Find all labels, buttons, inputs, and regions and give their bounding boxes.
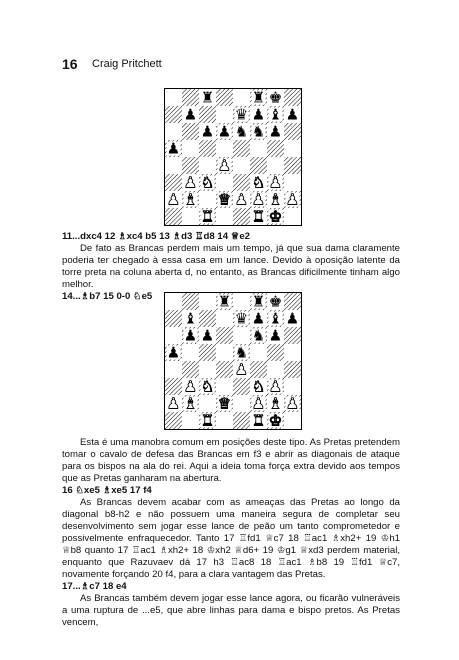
- chess-diagram-2: [164, 292, 302, 430]
- light-square: [233, 157, 250, 174]
- white-bishop-icon: ♝: [268, 190, 283, 209]
- dark-square: [165, 174, 182, 191]
- light-square: [199, 361, 216, 378]
- dark-square: [216, 361, 233, 378]
- black-pawn-icon: ♟: [183, 326, 198, 345]
- dark-square: [182, 123, 199, 140]
- white-pawn-icon: ♟: [183, 377, 198, 396]
- light-square: [250, 344, 267, 361]
- light-square: [216, 378, 233, 395]
- black-rook-icon: ♜: [217, 293, 232, 311]
- black-queen-icon: ♛: [234, 105, 249, 124]
- light-square: [216, 140, 233, 157]
- white-pawn-icon: ♟: [268, 377, 283, 396]
- black-rook-icon: ♜: [251, 293, 266, 311]
- dark-square: [267, 344, 284, 361]
- black-knight-icon: ♞: [234, 343, 249, 362]
- light-square: [284, 378, 301, 395]
- black-pawn-icon: ♟: [183, 105, 198, 124]
- page-header: [62, 56, 402, 72]
- white-pawn-icon: ♟: [234, 190, 249, 209]
- dark-square: [199, 106, 216, 123]
- dark-square: [182, 89, 199, 106]
- white-pawn-icon: ♟: [217, 156, 232, 175]
- black-king-icon: ♚: [268, 89, 283, 107]
- move-line: 16 ♘xe5 ♗xe5 17 f4: [62, 485, 152, 496]
- paragraph: As Brancas devem acabar com as ameaças das Pretas ao longo da diagonal b8-h2 e não possuem uma maneira segura de completar seu desenvolvimento sem jogar esse lance de peão um tanto comprometedor e possivelmente enfraquecedor. Tanto 17 ♖fd1 ♕c7 18 ♖ac1 ♗xh2+ 19 ♔h1 ♕b8 quanto 17 ♖ac1 ♗xh2+ 18 ♔xh2 ♕d6+ 19 ♔g1 ♕xd3 perdem material, enquanto que Razuvaev dá 17 h3 ♖ac8 18 ♖ac1 ♗b8 19 ♖fd1 ♕c7, novamente forçando 20 f4, para a clara vantagem das Pretas.: [62, 497, 403, 580]
- black-bishop-icon: ♝: [268, 105, 283, 124]
- black-pawn-icon: ♟: [285, 309, 300, 328]
- white-rook-icon: ♜: [200, 207, 215, 225]
- light-square: [216, 412, 233, 429]
- light-square: [182, 412, 199, 429]
- black-pawn-icon: ♟: [200, 122, 215, 141]
- dark-square: [182, 293, 199, 310]
- dark-square: [267, 140, 284, 157]
- dark-square: [165, 106, 182, 123]
- white-rook-icon: ♜: [251, 411, 266, 429]
- black-pawn-icon: ♟: [251, 309, 266, 328]
- paragraph: As Brancas também devem jogar esse lance agora, ou ficarão vulneráveis a uma ruptura de ...e5, que abre linhas para dama e bispo pretos. As Pretas vencem,: [62, 593, 403, 628]
- dark-square: [284, 89, 301, 106]
- light-square: [284, 208, 301, 225]
- paragraph: Esta é uma manobra comum em posições deste tipo. As Pretas pretendem tomar o cavalo de defesa das Brancas em f3 e abrir as diagonais de ataque para os bispos na ala do rei. Aqui a ideia toma força extra devido aos tempos que as Pretas ganharam na abertura.: [62, 437, 403, 484]
- dark-square: [216, 89, 233, 106]
- white-bishop-icon: ♝: [183, 394, 198, 413]
- light-square: [165, 293, 182, 310]
- chess-diagram-1: [164, 88, 302, 226]
- white-pawn-icon: ♟: [268, 173, 283, 192]
- black-pawn-icon: ♟: [251, 105, 266, 124]
- dark-square: [250, 157, 267, 174]
- move-line: 17...♗c7 18 e4: [62, 581, 127, 592]
- dark-square: [199, 344, 216, 361]
- black-pawn-icon: ♟: [268, 326, 283, 345]
- black-pawn-icon: ♟: [166, 343, 181, 362]
- white-knight-icon: ♞: [251, 173, 266, 192]
- white-pawn-icon: ♟: [251, 394, 266, 413]
- light-square: [216, 208, 233, 225]
- paragraph: De fato as Brancas perdem mais um tempo, já que sua dama claramente poderia ter chegado à essa casa em um lance. Devido à oposição latente da torre preta na coluna aberta d, no entanto, as Brancas dificilmente tinham algo melhor.: [62, 243, 403, 290]
- white-king-icon: ♚: [268, 411, 283, 429]
- white-knight-icon: ♞: [200, 173, 215, 192]
- dark-square: [250, 361, 267, 378]
- light-square: [165, 123, 182, 140]
- text-section-2: [62, 437, 403, 629]
- black-pawn-icon: ♟: [285, 105, 300, 124]
- white-rook-icon: ♜: [200, 411, 215, 429]
- white-bishop-icon: ♝: [183, 190, 198, 209]
- white-queen-icon: ♛: [217, 394, 232, 413]
- dark-square: [182, 157, 199, 174]
- light-square: [284, 344, 301, 361]
- black-rook-icon: ♜: [200, 89, 215, 107]
- move-line: 14...♗b7 15 0-0 ♘e5: [62, 291, 153, 302]
- black-rook-icon: ♜: [251, 89, 266, 107]
- chess-board: [165, 293, 301, 429]
- black-bishop-icon: ♝: [268, 309, 283, 328]
- running-head-author: Craig Pritchett: [92, 58, 162, 70]
- dark-square: [165, 310, 182, 327]
- white-king-icon: ♚: [268, 207, 283, 225]
- move-line: 11...dxc4 12 ♗xc4 b5 13 ♗d3 ♖d8 14 ♕e2: [62, 231, 251, 242]
- dark-square: [233, 174, 250, 191]
- white-queen-icon: ♛: [217, 190, 232, 209]
- white-pawn-icon: ♟: [251, 190, 266, 209]
- light-square: [267, 361, 284, 378]
- black-knight-icon: ♞: [251, 326, 266, 345]
- dark-square: [182, 361, 199, 378]
- light-square: [233, 293, 250, 310]
- light-square: [199, 191, 216, 208]
- white-pawn-icon: ♟: [285, 190, 300, 209]
- dark-square: [199, 310, 216, 327]
- light-square: [284, 412, 301, 429]
- light-square: [199, 293, 216, 310]
- black-pawn-icon: ♟: [268, 122, 283, 141]
- dark-square: [233, 378, 250, 395]
- dark-square: [233, 412, 250, 429]
- light-square: [233, 395, 250, 412]
- white-pawn-icon: ♟: [166, 394, 181, 413]
- white-bishop-icon: ♝: [268, 394, 283, 413]
- white-pawn-icon: ♟: [166, 190, 181, 209]
- page-number: 16: [62, 56, 78, 72]
- light-square: [216, 174, 233, 191]
- dark-square: [284, 361, 301, 378]
- white-knight-icon: ♞: [200, 377, 215, 396]
- dark-square: [233, 208, 250, 225]
- light-square: [284, 174, 301, 191]
- light-square: [165, 89, 182, 106]
- dark-square: [165, 412, 182, 429]
- dark-square: [284, 293, 301, 310]
- light-square: [267, 157, 284, 174]
- chess-board: [165, 89, 301, 225]
- light-square: [216, 344, 233, 361]
- light-square: [216, 310, 233, 327]
- light-square: [250, 140, 267, 157]
- light-square: [199, 157, 216, 174]
- black-knight-icon: ♞: [234, 122, 249, 141]
- light-square: [199, 395, 216, 412]
- light-square: [284, 140, 301, 157]
- light-square: [233, 89, 250, 106]
- light-square: [165, 157, 182, 174]
- black-king-icon: ♚: [268, 293, 283, 311]
- black-knight-icon: ♞: [251, 122, 266, 141]
- dark-square: [165, 208, 182, 225]
- light-square: [233, 327, 250, 344]
- light-square: [165, 361, 182, 378]
- black-pawn-icon: ♟: [166, 139, 181, 158]
- dark-square: [284, 123, 301, 140]
- white-pawn-icon: ♟: [234, 360, 249, 379]
- light-square: [182, 344, 199, 361]
- black-bishop-icon: ♝: [183, 309, 198, 328]
- white-knight-icon: ♞: [251, 377, 266, 396]
- dark-square: [216, 327, 233, 344]
- dark-square: [165, 378, 182, 395]
- black-queen-icon: ♛: [234, 309, 249, 328]
- dark-square: [233, 140, 250, 157]
- black-pawn-icon: ♟: [200, 326, 215, 345]
- light-square: [182, 208, 199, 225]
- light-square: [216, 106, 233, 123]
- light-square: [165, 327, 182, 344]
- white-rook-icon: ♜: [251, 207, 266, 225]
- white-pawn-icon: ♟: [285, 394, 300, 413]
- dark-square: [284, 157, 301, 174]
- dark-square: [199, 140, 216, 157]
- light-square: [182, 140, 199, 157]
- white-pawn-icon: ♟: [183, 173, 198, 192]
- dark-square: [284, 327, 301, 344]
- black-pawn-icon: ♟: [217, 122, 232, 141]
